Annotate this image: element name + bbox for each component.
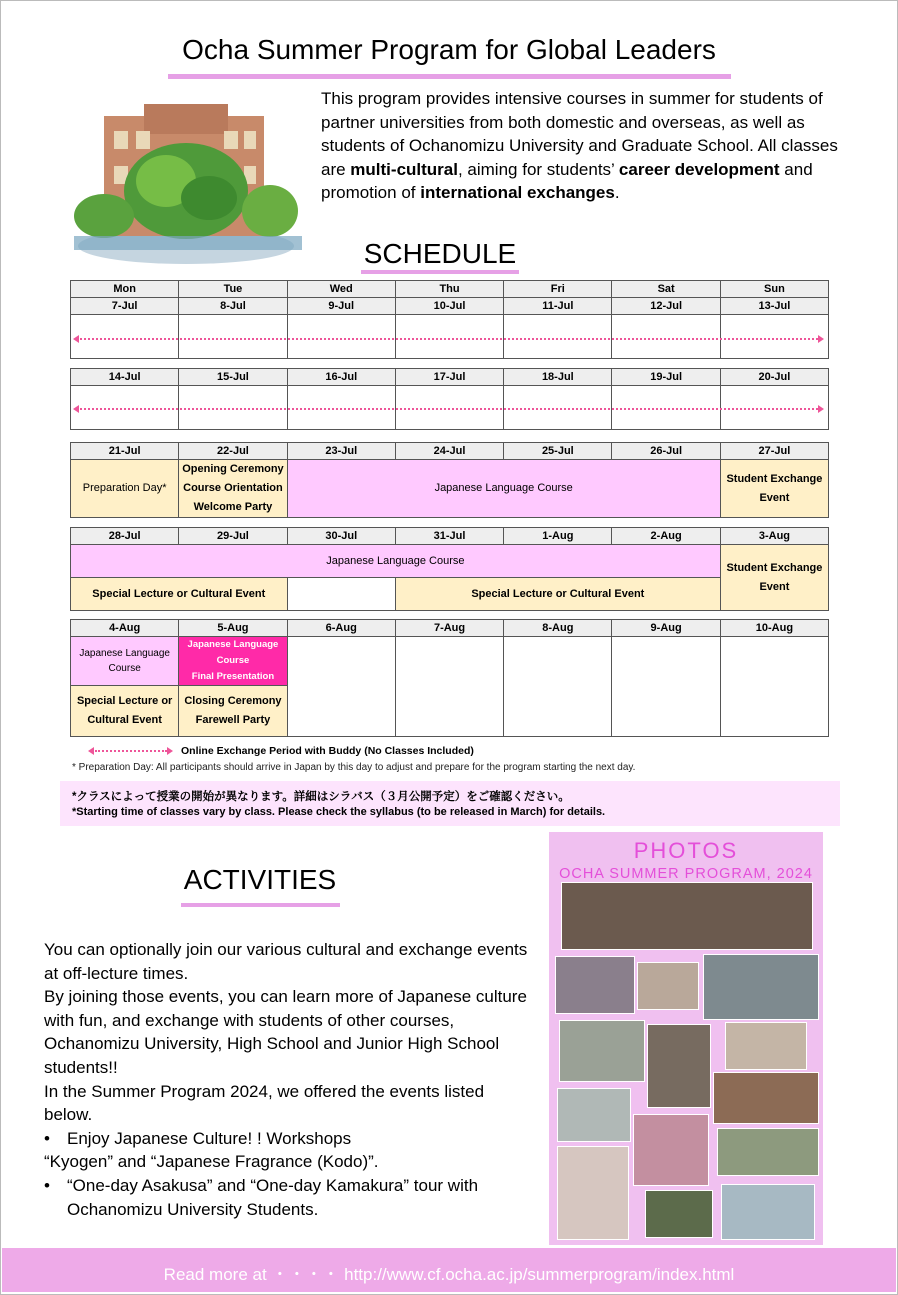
final-presentation-line3: Final Presentation [191,671,275,682]
date-cell: 4-Aug [71,620,179,637]
legend-text: Online Exchange Period with Buddy (No Classes Included) [181,745,474,757]
date-cell: 31-Jul [395,528,503,545]
online-period-arrow-left [73,405,79,413]
activities-paragraph: In the Summer Program 2024, we offered the events listed below. [44,1081,485,1125]
day-header-wed: Wed [287,281,395,298]
photo-beach [721,1184,815,1240]
special-lecture-line1: Special Lecture or [76,695,173,707]
schedule-week-3 [70,442,829,518]
photo-class [559,1020,645,1082]
date-cell: 7-Jul [71,298,179,315]
student-exchange-event-cell [720,460,828,518]
activities-bullet-continued: “Kyogen” and “Japanese Fragrance (Kodo)”. [44,1152,379,1172]
schedule-week-2 [70,368,829,430]
date-cell: 27-Jul [720,443,828,460]
empty-cell [395,637,503,737]
photo-shrine [555,956,635,1014]
intro-text-1: This program provides intensive courses in summer for students of partner universities from both domestic and overseas, as well as students of Ochanomizu University and Graduate School. All classes are [321,89,838,179]
student-exchange-label: Student Exchange [726,472,823,485]
program-intro [321,87,841,205]
intro-text-3: and promotion of [321,159,813,203]
photo-friends [637,962,699,1010]
date-cell: 19-Jul [612,369,720,386]
preparation-day-cell: Preparation Day* [71,460,179,518]
empty-cell [504,315,612,359]
photo-matcha [645,1190,713,1238]
date-cell: 9-Aug [612,620,720,637]
special-lecture-cell: Special Lecture or Cultural Event [71,578,288,611]
date-cell: 9-Jul [287,298,395,315]
date-cell: 13-Jul [720,298,828,315]
photo-yukata [633,1114,709,1186]
empty-cell [504,637,612,737]
legend-arrow-left [88,747,94,755]
intro-text-4: . [614,183,620,203]
legend-arrow-right [167,747,173,755]
japanese-language-course-cell [71,637,179,686]
activities-paragraph: You can optionally join our various cultural and exchange events at off-lecture times. [44,940,528,983]
photos-title: PHOTOS [633,838,739,863]
japanese-language-course-cell: Japanese Language Course [287,460,720,518]
date-cell: 25-Jul [504,443,612,460]
japanese-language-course-cell: Japanese Language Course [71,545,721,578]
welcome-party-label: Welcome Party [193,501,273,513]
date-cell: 20-Jul [720,369,828,386]
footer-bar [2,1248,896,1292]
date-cell: 1-Aug [504,528,612,545]
date-cell: 8-Jul [179,298,287,315]
special-lecture-line2: Cultural Event [87,714,162,726]
event-label: Event [759,491,790,504]
opening-ceremony-label: Opening Ceremony [182,463,284,475]
photo-temple [713,1072,819,1124]
schedule-week-4 [70,527,829,611]
empty-cell [287,637,395,737]
class-start-notice [60,781,840,826]
farewell-party-label: Farewell Party [195,714,271,726]
date-cell: 15-Jul [179,369,287,386]
final-presentation-cell [179,637,287,686]
notice-japanese: *クラスによって授業の開始が異なります。詳細はシラバス（３月公開予定）をご確認ください。 [72,791,570,803]
jlc-label-line1: Japanese Language [79,648,170,659]
date-cell: 10-Aug [720,620,828,637]
empty-cell [71,315,179,359]
online-period-line-week2 [80,408,818,410]
photo-kimono [717,1128,819,1176]
day-header-thu: Thu [395,281,503,298]
empty-cell [287,315,395,359]
event-label: Event [759,580,790,593]
date-cell: 8-Aug [504,620,612,637]
day-header-tue: Tue [179,281,287,298]
date-cell: 29-Jul [179,528,287,545]
schedule-week-5 [70,619,829,737]
footer-read-more-link[interactable]: Read more at ・・・・ http://www.cf.ocha.ac.jp/summerprogram/index.html [163,1265,735,1284]
date-cell: 28-Jul [71,528,179,545]
date-cell: 6-Aug [287,620,395,637]
date-cell: 3-Aug [720,528,828,545]
date-cell: 24-Jul [395,443,503,460]
intro-text-2: , aiming for students’ [457,159,619,179]
date-cell: 7-Aug [395,620,503,637]
online-period-arrow-right [818,405,824,413]
activities-body [44,938,534,1221]
date-cell: 17-Jul [395,369,503,386]
title-underline [168,74,731,79]
date-cell: 26-Jul [612,443,720,460]
special-lecture-cell [71,686,179,737]
final-presentation-line2: Course [216,655,250,666]
page-title: Ocha Summer Program for Global Leaders [182,34,716,65]
date-cell: 2-Aug [612,528,720,545]
photo-smiles [557,1146,629,1240]
date-cell: 30-Jul [287,528,395,545]
activities-bullet: • Enjoy Japanese Culture! ! Workshops [44,1127,534,1151]
online-period-line-week1 [80,338,818,340]
date-cell: 5-Aug [179,620,287,637]
photo-dinner [725,1022,807,1070]
date-cell: 12-Jul [612,298,720,315]
empty-cell [612,315,720,359]
intro-bold-career: career development [618,159,780,179]
opening-ceremony-cell [179,460,287,518]
activities-underline [181,903,340,907]
jlc-label-line2: Course [108,663,141,674]
legend-dotted-line [95,750,167,752]
photos-panel [549,832,823,1245]
date-cell: 14-Jul [71,369,179,386]
photo-campus [557,1088,631,1142]
closing-ceremony-label: Closing Ceremony [184,695,282,707]
schedule-underline [361,270,519,274]
student-exchange-event-cell [720,545,828,611]
empty-cell [720,637,828,737]
final-presentation-line1: Japanese Language [187,639,279,650]
date-cell: 22-Jul [179,443,287,460]
photos-subtitle: OCHA SUMMER PROGRAM, 2024 [559,866,813,882]
date-cell: 21-Jul [71,443,179,460]
empty-cell [395,315,503,359]
day-header-fri: Fri [504,281,612,298]
special-lecture-cell: Special Lecture or Cultural Event [395,578,720,611]
day-header-sat: Sat [612,281,720,298]
photo-event [647,1024,711,1108]
activities-heading: ACTIVITIES [183,864,337,895]
empty-cell [612,637,720,737]
closing-ceremony-cell [179,686,287,737]
schedule-week-1 [70,280,829,359]
empty-cell [720,315,828,359]
activities-paragraph: By joining those events, you can learn more of Japanese culture with fun, and exchange with students of other courses, Ochanomizu University, High School and Junior High School students!! [44,987,527,1077]
intro-bold-multicultural: multi-cultural [350,159,458,179]
notice-english: *Starting time of classes vary by class. Please check the syllabus (to be released in March) for details. [72,806,606,818]
campus-building-sketch [74,86,302,270]
date-cell: 10-Jul [395,298,503,315]
empty-cell [287,578,395,611]
student-exchange-label: Student Exchange [726,561,823,574]
date-cell: 11-Jul [504,298,612,315]
photo-group [561,882,813,950]
date-cell: 23-Jul [287,443,395,460]
date-cell: 18-Jul [504,369,612,386]
intro-bold-international: international exchanges [420,183,615,203]
online-period-arrow-right [818,335,824,343]
empty-cell [179,315,287,359]
day-header-mon: Mon [71,281,179,298]
online-period-arrow-left [73,335,79,343]
schedule-heading: SCHEDULE [363,238,517,269]
photo-workshop [703,954,819,1020]
date-cell: 16-Jul [287,369,395,386]
day-header-sun: Sun [720,281,828,298]
activities-bullet: • “One-day Asakusa” and “One-day Kamakura” tour with Ochanomizu University Students. [44,1174,534,1221]
preparation-day-note: * Preparation Day: All participants should arrive in Japan by this day to adjust and prepare for the program starting the next day. [72,762,636,773]
course-orientation-label: Course Orientation [183,482,283,494]
